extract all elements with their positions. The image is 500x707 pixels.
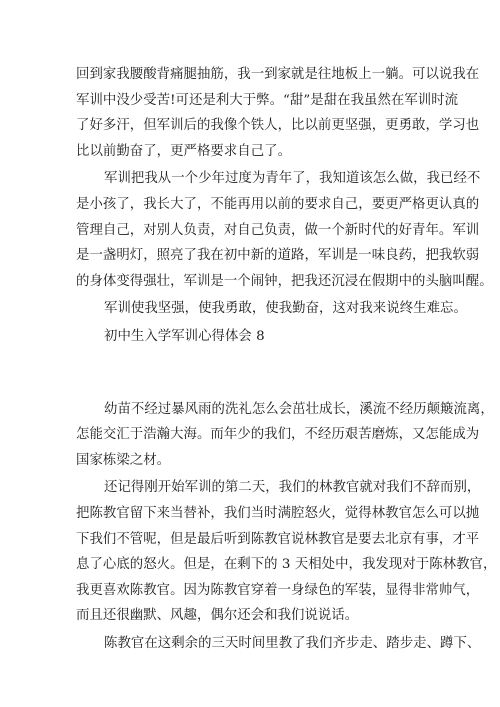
text-line: 军训把我从一个少年过度为青年了，我知道该怎么做，我已经不 [104, 171, 481, 187]
text-line: 是小孩了，我长大了，不能再用以前的要求自己，要更严格更认真的 [76, 196, 480, 212]
paragraph-5 [76, 475, 497, 629]
text-line: 还记得刚开始军训的第二天，我们的林教官就对我们不辞而别， [104, 480, 481, 496]
text-line: 幼苗不经过暴风雨的洗礼怎么会茁壮成长，溪流不经历颠簸流离， [104, 401, 494, 417]
text-line: 我更喜欢陈教官。因为陈教官穿着一身绿色的军装，显得非常帅气， [76, 582, 480, 598]
text-line: 军训中没少受苦!可还是利大于弊。“甜”是甜在我虽然在军训时流 [76, 92, 459, 108]
paragraph-1 [76, 62, 480, 164]
paragraph-6 [76, 631, 481, 657]
text-line: 陈教官在这剩余的三天时间里教了我们齐步走、踏步走、蹲下、 [104, 635, 481, 651]
section-heading [76, 324, 428, 350]
text-line: 军训使我坚强，使我勇敢，使我勤奋，这对我来说终生难忘。 [104, 301, 467, 317]
text-line: 了好多汗，但军训后的我像个铁人，比以前更坚强，更勇敢，学习也 [76, 118, 480, 134]
paragraph-4 [76, 397, 494, 474]
text-line: 是一盏明灯，照亮了我在初中新的道路，军训是一味良药，把我软弱 [76, 248, 480, 264]
heading-text: 初中生入学军训心得体会 8 [104, 328, 265, 344]
document-page [76, 62, 497, 656]
text-line: 回到家我腰酸背痛腿抽筋，我一到家就是往地板上一躺。可以说我在 [76, 67, 480, 82]
paragraph-2 [76, 166, 493, 294]
text-line: 比以前勤奋了，更严格要求自己了。 [76, 143, 292, 159]
paragraph-3 [76, 296, 467, 322]
text-line: 管理自己，对别人负责，对自己负责，做一个新时代的好青年。军训 [76, 222, 480, 238]
text-line: 息了心底的怒火。但是，在剩下的 3 天相处中，我发现对于陈林教官， [76, 557, 497, 573]
text-line: 把陈教官留下来当替补，我们当时满腔怒火，觉得林教官怎么可以抛 [76, 505, 480, 521]
text-line: 国家栋梁之材。 [76, 452, 171, 468]
text-line: 而且还很幽默、风趣，偶尔还会和我们说说话。 [76, 608, 359, 624]
text-line: 怎能交汇于浩瀚大海。而年少的我们，不经历艰苦磨炼，又怎能成为 [76, 427, 480, 443]
text-line: 的身体变得强壮，军训是一个闹钟，把我还沉浸在假期中的头脑叫醒。 [76, 273, 493, 289]
text-line: 下我们不管呢，但是最后听到陈教官说林教官是要去北京有事，才平 [76, 531, 480, 547]
